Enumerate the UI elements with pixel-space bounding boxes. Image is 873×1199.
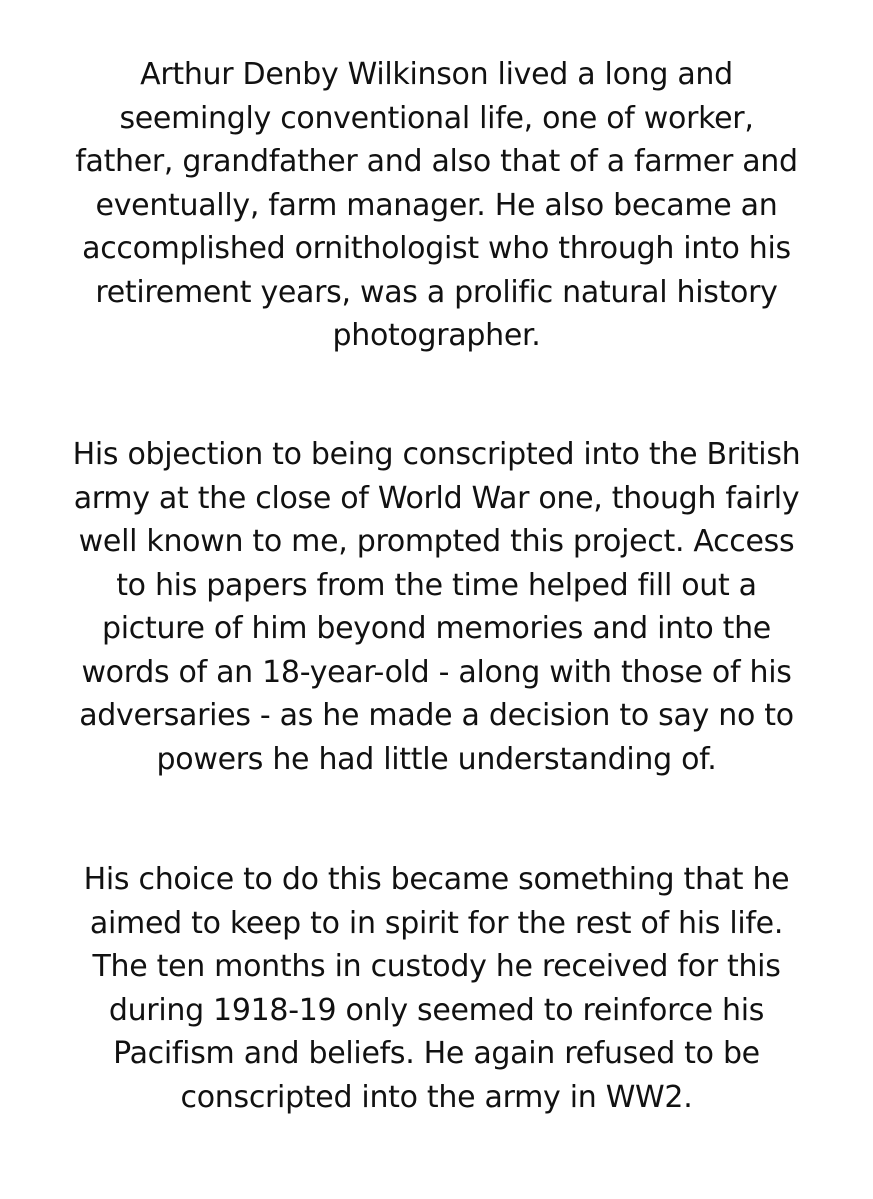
paragraph-objection [40,433,833,781]
text-line: picture of him beyond memories and into the [102,611,771,646]
text-line: His choice to do this became something that he [83,862,790,897]
text-line: powers he had little understanding of. [156,741,717,777]
text-line: photographer. [332,318,541,353]
text-line: accomplished ornithologist who through into his [82,231,791,266]
paragraph-choice [40,858,833,1119]
text-line: His objection to being conscripted into the British [72,437,801,472]
text-line: to his papers from the time helped fill out a [116,567,757,603]
text-line: Pacifism and beliefs. He again refused to be [113,1036,760,1071]
text-line: seemingly conventional life, one of worker, [119,100,754,136]
text-line: father, grandfather and also that of a farmer and [75,144,798,179]
paragraph-introduction [40,53,833,358]
text-line: words of an 18-year-old - along with those of his [81,654,792,690]
text-line: The ten months in custody he received for this [92,949,781,984]
text-line: army at the close of World War one, though fairly [73,480,800,516]
text-line: adversaries - as he made a decision to say no to [79,698,794,733]
text-line: eventually, farm manager. He also became an [95,187,778,223]
text-line: retirement years, was a prolific natural history [95,274,778,310]
text-line: Arthur Denby Wilkinson lived a long and [140,57,733,92]
text-line: aimed to keep to in spirit for the rest of his life. [89,905,784,941]
text-line: conscripted into the army in WW2. [180,1079,693,1115]
text-line: during 1918-19 only seemed to reinforce his [108,992,765,1028]
text-line: well known to me, prompted this project. Access [78,524,795,559]
